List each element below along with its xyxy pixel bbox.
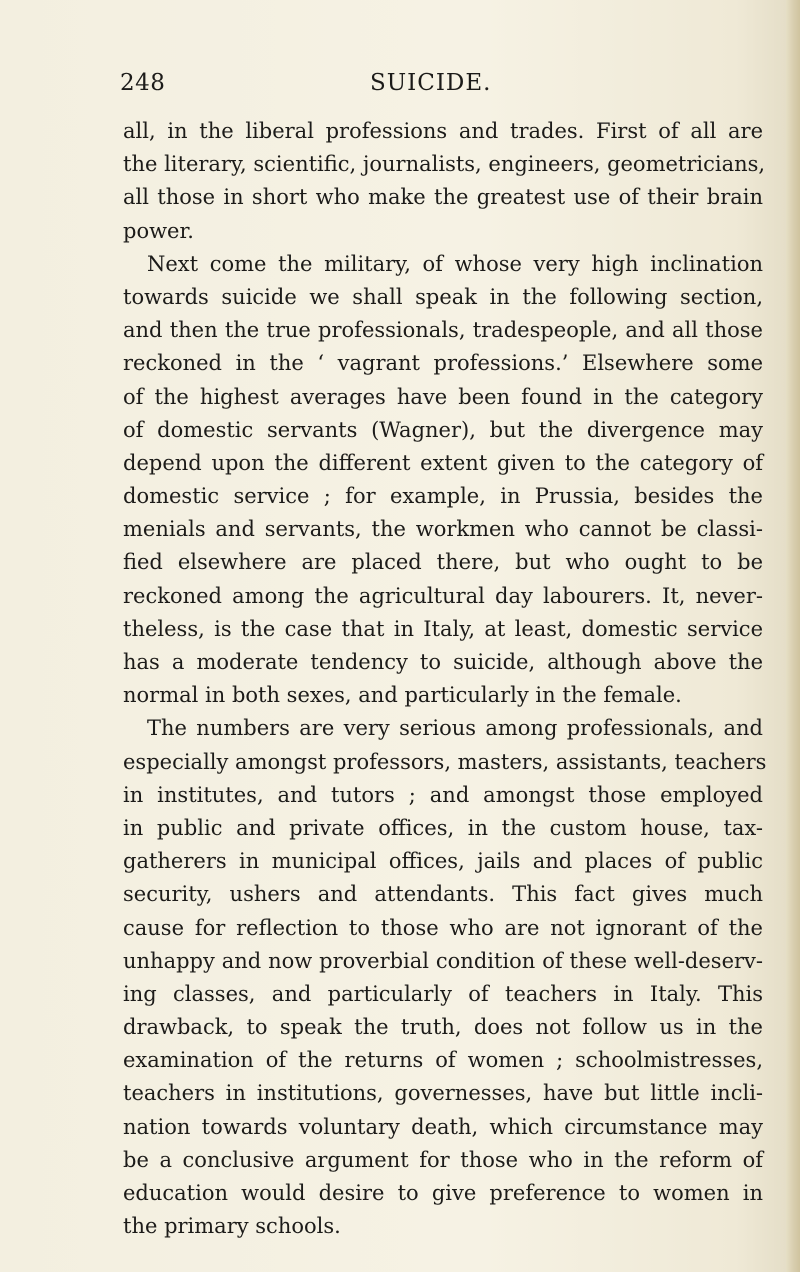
- text-line: normal in both sexes, and particularly in the female.: [123, 683, 682, 708]
- text-line: teachers in institutions, governesses, have but little incli-: [123, 1081, 763, 1106]
- text-line: examination of the returns of women ; schoolmistresses,: [123, 1048, 763, 1073]
- text-line: in institutes, and tutors ; and amongst those employed: [123, 782, 763, 807]
- text-line: and then the true professionals, tradespeople, and all those: [123, 318, 763, 343]
- text-line: Next come the military, of whose very high inclination: [147, 251, 763, 276]
- text-line: education would desire to give preference to women in: [123, 1181, 763, 1205]
- text-line: of domestic servants (Wagner), but the divergence may: [123, 417, 763, 442]
- text-line: theless, is the case that in Italy, at least, domestic service: [123, 616, 763, 641]
- page-edge: [786, 0, 800, 1272]
- text-line: domestic service ; for example, in Prussia, besides the: [123, 484, 763, 509]
- text-line: reckoned in the ‘ vagrant professions.’ Elsewhere some: [123, 351, 763, 376]
- text-line: gatherers in municipal offices, jails and places of public: [123, 849, 763, 874]
- text-line: especially amongst professors, masters, assistants, teachers: [123, 749, 767, 774]
- text-line: The numbers are very serious among professionals, and: [147, 716, 763, 741]
- page-header: [120, 70, 775, 104]
- text-line: be a conclusive argument for those who in the reform of: [123, 1147, 763, 1172]
- text-line: power.: [123, 218, 194, 243]
- text-line: fied elsewhere are placed there, but who ought to be: [123, 550, 763, 575]
- text-line: security, ushers and attendants. This fact gives much: [123, 882, 763, 907]
- text-line: reckoned among the agricultural day labourers. It, never-: [123, 583, 763, 608]
- page-number: 248: [120, 70, 166, 96]
- text-line: all those in short who make the greatest use of their brain: [123, 185, 763, 210]
- text-line: drawback, to speak the truth, does not follow us in the: [123, 1015, 763, 1040]
- text-line: nation towards voluntary death, which circumstance may: [123, 1114, 763, 1139]
- text-line: the literary, scientific, journalists, engineers, geometricians,: [123, 152, 766, 177]
- text-line: has a moderate tendency to suicide, although above the: [123, 650, 763, 674]
- text-line: the primary schools.: [123, 1214, 341, 1239]
- body-text: [123, 115, 767, 1243]
- text-line: in public and private offices, in the custom house, tax-: [123, 815, 763, 840]
- running-head: SUICIDE.: [370, 70, 492, 96]
- text-line: cause for reflection to those who are not ignorant of the: [123, 915, 763, 940]
- text-line: menials and servants, the workmen who cannot be classi-: [123, 517, 763, 542]
- text-line: depend upon the different extent given to the category of: [123, 450, 763, 475]
- text-line: unhappy and now proverbial condition of these well-deserv-: [123, 948, 763, 973]
- text-line: ing classes, and particularly of teachers in Italy. This: [123, 981, 763, 1006]
- text-line: towards suicide we shall speak in the following section,: [123, 284, 763, 309]
- text-line: of the highest averages have been found in the category: [123, 384, 763, 409]
- text-line: all, in the liberal professions and trades. First of all are: [123, 119, 763, 143]
